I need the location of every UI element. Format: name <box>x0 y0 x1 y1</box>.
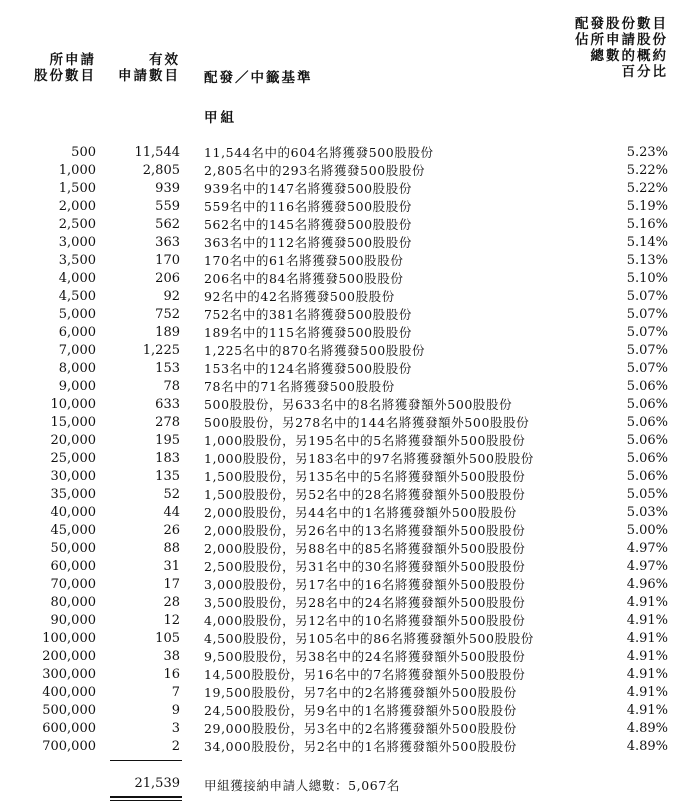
shares-applied-cell: 1,500 <box>58 181 96 196</box>
table-row <box>0 738 688 756</box>
shares-applied-cell: 300,000 <box>42 667 96 682</box>
valid-applications-cell: 170 <box>155 253 180 268</box>
allotment-percentage-cell: 5.06% <box>626 469 668 484</box>
allotment-percentage-cell: 5.05% <box>626 487 668 502</box>
group-label: 甲組 <box>204 110 237 126</box>
shares-applied-cell: 20,000 <box>50 433 96 448</box>
shares-applied-cell: 15,000 <box>50 415 96 430</box>
shares-applied-cell: 8,000 <box>58 361 96 376</box>
valid-applications-cell: 135 <box>155 469 180 484</box>
shares-applied-cell: 200,000 <box>42 649 96 664</box>
valid-applications-cell: 278 <box>155 415 180 430</box>
table-row <box>0 342 688 360</box>
valid-applications-cell: 26 <box>163 523 180 538</box>
header-valid-applications-line1: 有效 <box>149 52 180 68</box>
header-allotment-basis: 配發／中籤基準 <box>204 70 313 86</box>
allotment-basis-cell: 29,000股股份，另3名中的2名將獲發額外500股股份 <box>204 721 517 736</box>
shares-applied-cell: 7,000 <box>58 343 96 358</box>
shares-applied-cell: 100,000 <box>42 631 96 646</box>
valid-applications-cell: 189 <box>155 325 180 340</box>
shares-applied-cell: 9,000 <box>58 379 96 394</box>
shares-applied-cell: 3,500 <box>58 253 96 268</box>
allotment-basis-cell: 939名中的147名將獲發500股股份 <box>204 181 412 196</box>
valid-applications-cell: 633 <box>155 397 180 412</box>
table-row <box>0 144 688 162</box>
allotment-basis-cell: 3,500股股份，另28名中的24名將獲發額外500股股份 <box>204 595 526 610</box>
allotment-basis-cell: 1,000股股份，另183名中的97名將獲發額外500股股份 <box>204 451 534 466</box>
shares-applied-cell: 10,000 <box>50 397 96 412</box>
allotment-basis-cell: 2,000股股份，另44名中的1名將獲發額外500股股份 <box>204 505 517 520</box>
table-row <box>0 594 688 612</box>
allotment-percentage-cell: 4.96% <box>626 577 668 592</box>
allotment-basis-cell: 2,805名中的293名將獲發500股股份 <box>204 163 426 178</box>
table-row <box>0 234 688 252</box>
valid-applications-cell: 939 <box>155 181 180 196</box>
allotment-percentage-cell: 5.07% <box>626 325 668 340</box>
table-row <box>0 432 688 450</box>
table-row <box>0 450 688 468</box>
valid-applications-cell: 363 <box>155 235 180 250</box>
valid-applications-cell: 195 <box>155 433 180 448</box>
allotment-percentage-cell: 4.91% <box>626 631 668 646</box>
table-row <box>0 522 688 540</box>
valid-applications-cell: 2,805 <box>142 163 180 178</box>
shares-applied-cell: 70,000 <box>50 577 96 592</box>
allotment-percentage-cell: 5.06% <box>626 451 668 466</box>
allotment-percentage-cell: 5.10% <box>626 271 668 286</box>
allotment-basis-cell: 9,500股股份，另38名中的24名將獲發額外500股股份 <box>204 649 526 664</box>
valid-applications-cell: 38 <box>163 649 180 664</box>
allotment-table <box>0 144 688 756</box>
allotment-basis-cell: 78名中的71名將獲發500股股份 <box>204 379 395 394</box>
allotment-percentage-cell: 4.91% <box>626 685 668 700</box>
table-row <box>0 378 688 396</box>
table-row <box>0 558 688 576</box>
shares-applied-cell: 1,000 <box>58 163 96 178</box>
allotment-basis-cell: 2,500股股份，另31名中的30名將獲發額外500股股份 <box>204 559 526 574</box>
allotment-basis-cell: 24,500股股份，另9名中的1名將獲發額外500股股份 <box>204 703 517 718</box>
table-row <box>0 684 688 702</box>
shares-applied-cell: 30,000 <box>50 469 96 484</box>
allotment-percentage-cell: 4.91% <box>626 595 668 610</box>
shares-applied-cell: 40,000 <box>50 505 96 520</box>
header-allotment-percentage-line3: 總數的概約 <box>590 48 668 64</box>
shares-applied-cell: 700,000 <box>42 739 96 754</box>
allotment-percentage-cell: 4.91% <box>626 649 668 664</box>
table-row <box>0 720 688 738</box>
allotment-basis-cell: 2,000股股份，另88名中的85名將獲發額外500股股份 <box>204 541 526 556</box>
allotment-basis-cell: 559名中的116名將獲發500股股份 <box>204 199 412 214</box>
allotment-percentage-cell: 4.97% <box>626 541 668 556</box>
allotment-basis-cell: 34,000股股份，另2名中的1名將獲發額外500股股份 <box>204 739 517 754</box>
allotment-basis-cell: 11,544名中的604名將獲發500股股份 <box>204 145 434 160</box>
valid-applications-cell: 12 <box>163 613 180 628</box>
allotment-percentage-cell: 5.13% <box>626 253 668 268</box>
total-successful-applicants: 甲組獲接納申請人總數：5,067名 <box>204 778 400 793</box>
allotment-basis-cell: 1,500股股份，另135名中的5名將獲發額外500股股份 <box>204 469 526 484</box>
allotment-basis-cell: 1,500股股份，另52名中的28名將獲發額外500股股份 <box>204 487 526 502</box>
valid-applications-cell: 52 <box>163 487 180 502</box>
shares-applied-cell: 25,000 <box>50 451 96 466</box>
valid-applications-cell: 16 <box>163 667 180 682</box>
allotment-basis-cell: 562名中的145名將獲發500股股份 <box>204 217 412 232</box>
allotment-basis-cell: 363名中的112名將獲發500股股份 <box>204 235 412 250</box>
allotment-basis-cell: 1,000股股份，另195名中的5名將獲發額外500股股份 <box>204 433 526 448</box>
allotment-basis-cell: 500股股份，另633名中的8名將獲發額外500股股份 <box>204 397 513 412</box>
shares-applied-cell: 50,000 <box>50 541 96 556</box>
table-row <box>0 306 688 324</box>
allotment-basis-cell: 14,500股股份，另16名中的7名將獲發額外500股股份 <box>204 667 526 682</box>
table-row <box>0 576 688 594</box>
table-row <box>0 630 688 648</box>
allotment-percentage-cell: 5.16% <box>626 217 668 232</box>
table-row <box>0 414 688 432</box>
table-row <box>0 396 688 414</box>
valid-applications-cell: 9 <box>171 703 180 718</box>
table-row <box>0 612 688 630</box>
allotment-percentage-cell: 5.22% <box>626 163 668 178</box>
allotment-percentage-cell: 5.06% <box>626 379 668 394</box>
valid-applications-cell: 206 <box>155 271 180 286</box>
shares-applied-cell: 80,000 <box>50 595 96 610</box>
table-row <box>0 324 688 342</box>
shares-applied-cell: 400,000 <box>42 685 96 700</box>
allotment-basis-cell: 1,225名中的870名將獲發500股股份 <box>204 343 426 358</box>
allotment-percentage-cell: 5.14% <box>626 235 668 250</box>
allotment-basis-cell: 170名中的61名將獲發500股股份 <box>204 253 404 268</box>
header-allotment-percentage-line4: 百分比 <box>621 64 668 80</box>
header-shares-applied <box>34 52 96 84</box>
valid-applications-cell: 28 <box>163 595 180 610</box>
valid-applications-cell: 559 <box>155 199 180 214</box>
table-row <box>0 504 688 522</box>
header-allotment-percentage-line2: 佔所申請股份 <box>575 32 668 48</box>
shares-applied-cell: 45,000 <box>50 523 96 538</box>
valid-applications-cell: 11,544 <box>134 145 180 160</box>
allotment-basis-cell: 4,000股股份，另12名中的10名將獲發額外500股股份 <box>204 613 526 628</box>
allotment-percentage-cell: 5.06% <box>626 433 668 448</box>
allotment-basis-cell: 3,000股股份，另17名中的16名將獲發額外500股股份 <box>204 577 526 592</box>
table-row <box>0 180 688 198</box>
table-row <box>0 360 688 378</box>
header-shares-applied-line2: 股份數目 <box>34 68 96 84</box>
table-row <box>0 702 688 720</box>
table-row <box>0 270 688 288</box>
valid-applications-cell: 2 <box>171 739 180 754</box>
valid-applications-cell: 153 <box>155 361 180 376</box>
shares-applied-cell: 2,500 <box>58 217 96 232</box>
allotment-percentage-cell: 5.06% <box>626 415 668 430</box>
table-row <box>0 252 688 270</box>
valid-applications-cell: 183 <box>155 451 180 466</box>
total-valid-applications: 21,539 <box>134 776 180 791</box>
valid-applications-cell: 3 <box>171 721 180 736</box>
shares-applied-cell: 600,000 <box>42 721 96 736</box>
allotment-basis-cell: 752名中的381名將獲發500股股份 <box>204 307 412 322</box>
shares-applied-cell: 4,000 <box>58 271 96 286</box>
allotment-percentage-cell: 5.06% <box>626 397 668 412</box>
valid-applications-cell: 7 <box>171 685 180 700</box>
header-shares-applied-line1: 所申請 <box>49 52 96 68</box>
valid-applications-cell: 752 <box>155 307 180 322</box>
table-row <box>0 162 688 180</box>
allotment-basis-cell: 19,500股股份，另7名中的2名將獲發額外500股股份 <box>204 685 517 700</box>
valid-applications-cell: 1,225 <box>142 343 180 358</box>
allotment-percentage-cell: 4.91% <box>626 613 668 628</box>
table-row <box>0 648 688 666</box>
table-row <box>0 288 688 306</box>
header-valid-applications <box>118 52 180 84</box>
allotment-percentage-cell: 5.22% <box>626 181 668 196</box>
table-row <box>0 216 688 234</box>
shares-applied-cell: 500,000 <box>42 703 96 718</box>
allotment-percentage-cell: 5.07% <box>626 307 668 322</box>
allotment-basis-cell: 189名中的115名將獲發500股股份 <box>204 325 412 340</box>
valid-applications-cell: 17 <box>163 577 180 592</box>
table-row <box>0 666 688 684</box>
allotment-percentage-cell: 4.89% <box>626 739 668 754</box>
allotment-percentage-cell: 5.00% <box>626 523 668 538</box>
allotment-percentage-cell: 4.97% <box>626 559 668 574</box>
allotment-basis-cell: 4,500股股份，另105名中的86名將獲發額外500股股份 <box>204 631 534 646</box>
allotment-percentage-cell: 5.07% <box>626 289 668 304</box>
shares-applied-cell: 60,000 <box>50 559 96 574</box>
allotment-basis-cell: 92名中的42名將獲發500股股份 <box>204 289 395 304</box>
shares-applied-cell: 4,500 <box>58 289 96 304</box>
valid-applications-cell: 105 <box>155 631 180 646</box>
total-rule-bottom <box>110 796 182 801</box>
header-valid-applications-line2: 申請數目 <box>118 68 180 84</box>
header-allotment-percentage-line1: 配發股份數目 <box>575 16 668 32</box>
valid-applications-cell: 31 <box>163 559 180 574</box>
valid-applications-cell: 562 <box>155 217 180 232</box>
table-row <box>0 540 688 558</box>
shares-applied-cell: 5,000 <box>58 307 96 322</box>
table-row <box>0 486 688 504</box>
allotment-percentage-cell: 5.07% <box>626 343 668 358</box>
allotment-percentage-cell: 4.91% <box>626 703 668 718</box>
shares-applied-cell: 35,000 <box>50 487 96 502</box>
valid-applications-cell: 92 <box>163 289 180 304</box>
table-row <box>0 198 688 216</box>
valid-applications-cell: 78 <box>163 379 180 394</box>
header-allotment-percentage <box>575 16 668 80</box>
allotment-percentage-cell: 5.19% <box>626 199 668 214</box>
table-row <box>0 468 688 486</box>
shares-applied-cell: 500 <box>71 145 96 160</box>
allotment-percentage-cell: 5.07% <box>626 361 668 376</box>
allotment-basis-cell: 153名中的124名將獲發500股股份 <box>204 361 412 376</box>
valid-applications-cell: 88 <box>163 541 180 556</box>
allotment-percentage-cell: 4.89% <box>626 721 668 736</box>
allotment-percentage-cell: 5.23% <box>626 145 668 160</box>
allotment-basis-cell: 206名中的84名將獲發500股股份 <box>204 271 404 286</box>
allotment-basis-cell: 500股股份，另278名中的144名將獲發額外500股股份 <box>204 415 530 430</box>
shares-applied-cell: 90,000 <box>50 613 96 628</box>
allotment-percentage-cell: 5.03% <box>626 505 668 520</box>
allotment-percentage-cell: 4.91% <box>626 667 668 682</box>
shares-applied-cell: 6,000 <box>58 325 96 340</box>
valid-applications-cell: 44 <box>163 505 180 520</box>
shares-applied-cell: 3,000 <box>58 235 96 250</box>
total-rule-top <box>110 760 182 761</box>
shares-applied-cell: 2,000 <box>58 199 96 214</box>
allotment-basis-cell: 2,000股股份，另26名中的13名將獲發額外500股股份 <box>204 523 526 538</box>
